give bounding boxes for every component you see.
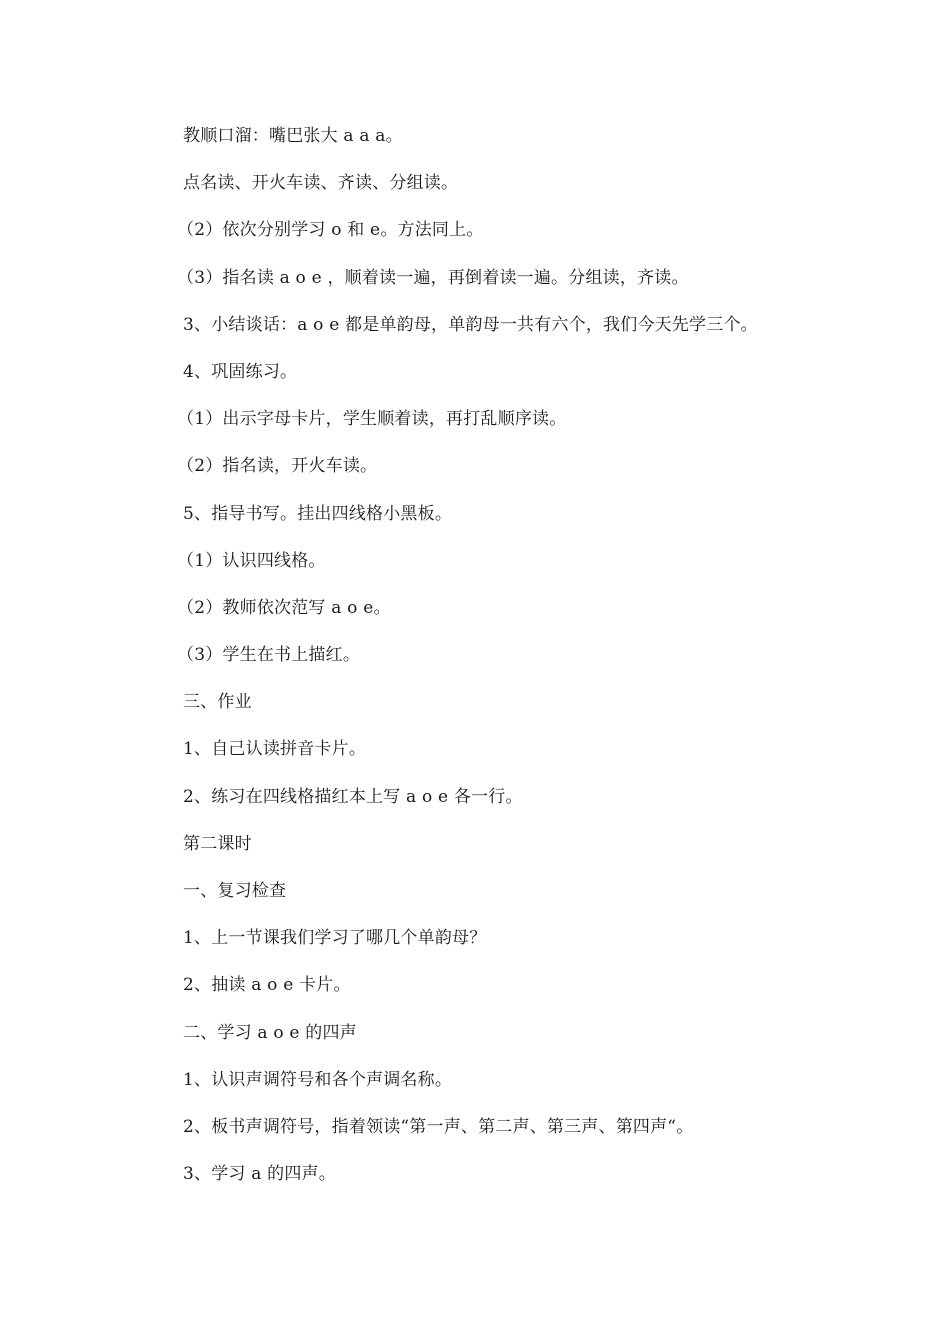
text-line: 3、小结谈话：a o e 都是单韵母，单韵母一共有六个，我们今天先学三个。 — [183, 314, 758, 335]
document-body — [177, 121, 863, 1206]
text-line: （3）学生在书上描红。 — [177, 645, 361, 666]
section-heading: 5、指导书写。挂出四线格小黑板。 — [183, 503, 453, 524]
section-heading: 一、复习检查 — [183, 881, 287, 901]
text-line: （1）认识四线格。 — [177, 550, 326, 571]
section-heading: 三、作业 — [183, 692, 252, 713]
text-line: （1）出示字母卡片，学生顺着读，再打乱顺序读。 — [177, 409, 567, 430]
text-line: 1、自己认读拼音卡片。 — [183, 739, 367, 760]
text-line: 2、抽读 a o e 卡片。 — [183, 975, 351, 996]
text-line: （2）教师依次范写 a o e。 — [177, 597, 391, 618]
section-heading: 4、巩固练习。 — [183, 361, 298, 382]
text-line: 3、学习 a 的四声。 — [183, 1164, 336, 1185]
text-line: （3）指名读 a o e ，顺着读一遍，再倒着读一遍。分组读，齐读。 — [177, 267, 689, 288]
text-line: 2、板书声调符号，指着领读“第一声、第二声、第三声、第四声“。 — [183, 1116, 694, 1137]
text-line: 1、认识声调符号和各个声调名称。 — [183, 1069, 453, 1090]
text-line: 点名读、开火车读、齐读、分组读。 — [183, 173, 459, 194]
text-line: （2）指名读，开火车读。 — [177, 456, 378, 477]
lesson-heading: 第二课时 — [183, 833, 252, 854]
text-line: 2、练习在四线格描红本上写 a o e 各一行。 — [183, 786, 523, 807]
section-heading: 二、学习 a o e 的四声 — [183, 1022, 357, 1043]
text-line: 教顺口溜：嘴巴张大 a a a。 — [183, 126, 403, 146]
text-line: （2）依次分别学习 o 和 e。方法同上。 — [177, 220, 484, 241]
text-line: 1、上一节课我们学习了哪几个单韵母？ — [183, 928, 487, 949]
